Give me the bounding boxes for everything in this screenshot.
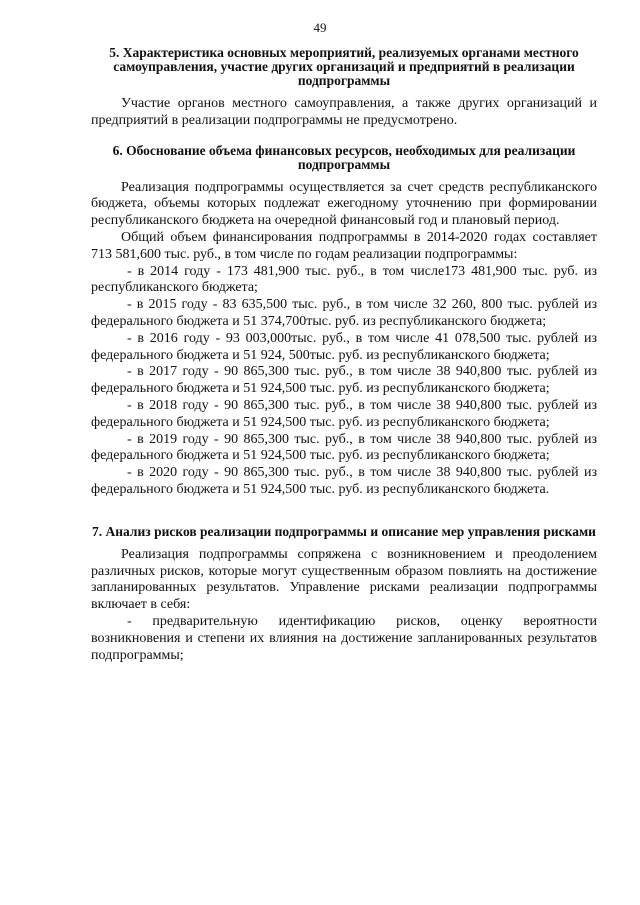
section-7-paragraph: Реализация подпрограммы сопряжена с возникновением и преодолением различных рисков, которые могут существенным образом повлиять на достижение запланированных результатов. Управление рисками реализации подпрограммы включает в себя: [91,546,597,613]
funding-item-2015: - в 2015 году - 83 635,500 тыс. руб., в том числе 32 260, 800 тыс. рублей из федерального бюджета и 51 374,700тыс. руб. из республиканского бюджета; [91,297,597,329]
funding-item-2018: - в 2018 году - 90 865,300 тыс. руб., в том числе 38 940,800 тыс. рублей из федерального бюджета и 51 924,500 тыс. руб. из республиканского бюджета; [91,397,597,430]
section-6-paragraph-1: Реализация подпрограммы осуществляется за счет средств республиканского бюджета, объемы которых подлежат ежегодному уточнению при формировании республиканского бюджета на очередной финансовый год и плановый период. [91,179,597,229]
funding-item-2019: - в 2019 году - 90 865,300 тыс. руб., в том числе 38 940,800 тыс. рублей из федерального бюджета и 51 924,500 тыс. руб. из республиканского бюджета; [91,431,597,464]
funding-item-2017: - в 2017 году - 90 865,300 тыс. руб., в том числе 38 940,800 тыс. рублей из федерального бюджета и 51 924,500 тыс. руб. из республиканского бюджета; [91,364,597,397]
section-6-paragraph-2: Общий объем финансирования подпрограммы в 2014-2020 годах составляет 713 581,600 тыс. руб., в том числе по годам реализации подпрограммы: [91,229,597,262]
section-5-heading: 5. Характеристика основных мероприятий, реализуемых органами местного самоуправления, участие других организаций и предприятий в реализации подпрограммы [109,45,579,88]
funding-item-2014: - в 2014 году - 173 481,900 тыс. руб., в том числе173 481,900 тыс. руб. из республиканского бюджета; [91,263,597,296]
section-7-heading: 7. Анализ рисков реализации подпрограммы и описание мер управления рисками [92,523,596,539]
page-number: 49 [313,20,327,35]
section-6-heading: 6. Обоснование объема финансовых ресурсов, необходимых для реализации подпрограммы [112,142,576,172]
funding-item-2016: - в 2016 году - 93 003,000тыс. руб., в том числе 41 078,500 тыс. рублей из федерального бюджета и 51 924, 500тыс. руб. из республиканского бюджета; [91,330,597,363]
risk-item-1: - предварительную идентификацию рисков, оценку вероятности возникновения и степени их влияния на достижение запланированных результатов подпрограммы; [91,613,597,663]
section-5-paragraph: Участие органов местного самоуправления, а также других организаций и предприятий в реализации подпрограммы не предусмотрено. [91,96,597,128]
document-body [91,46,597,664]
funding-item-2020: - в 2020 году - 90 865,300 тыс. руб., в том числе 38 940,800 тыс. рублей из федерального бюджета и 51 924,500 тыс. руб. из республиканского бюджета. [91,465,597,497]
